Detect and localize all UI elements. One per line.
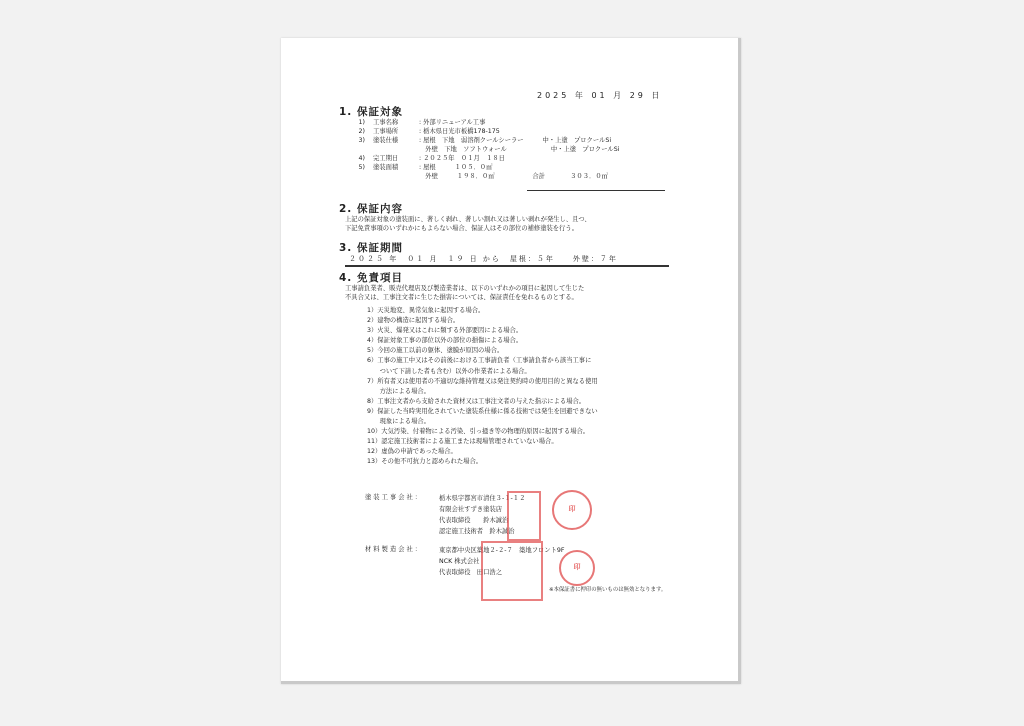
round-seal: 印 <box>559 550 595 586</box>
target-row: 外壁 １９８．０㎡ 合計 ３０３．０㎡ <box>419 173 608 180</box>
list-item: 9）保証した当時実用化されていた塗装系仕様に係る技術では発生を回避できない <box>367 407 598 415</box>
section-4-title: 4. 免責項目 <box>339 272 403 284</box>
target-row: 1) 工事名称 : 外部リニューアル工事 <box>358 119 486 126</box>
list-item: 3）火災、爆発又はこれに類する外部要因による場合。 <box>367 327 523 335</box>
list-item: 現象による場合。 <box>367 418 430 426</box>
round-seal: 印 <box>552 490 592 530</box>
target-table <box>351 118 619 181</box>
contractor-rep: 代表取締役 鈴木誠治 <box>439 517 509 524</box>
list-item: 12）虚偽の申請であった場合。 <box>367 448 457 456</box>
target-row: 3) 塗装仕様 : 屋根 下地 弱溶剤クールシーラー 中・上塗 プロクールSi <box>358 137 612 144</box>
warranty-document <box>281 38 741 684</box>
list-item: 13）その他不可抗力と認められた場合。 <box>367 458 483 466</box>
section-3-title: 3. 保証期間 <box>339 242 403 254</box>
manufacturer-address: 東京都中央区築地２-２-７ 築地フロント9F <box>439 547 565 554</box>
section-2-title: 2. 保証内容 <box>339 203 403 215</box>
manufacturer-rep: 代表取締役 田口浩之 <box>439 569 502 576</box>
target-row: 5) 塗装面積 : 屋根 １０５．０㎡ <box>358 164 493 171</box>
exemption-list <box>367 306 598 468</box>
contractor-company: 有限会社すずき塗装店 <box>439 506 503 513</box>
target-row: 2) 工事場所 : 栃木県日光市板橋178-175 <box>358 128 500 135</box>
section-1-title: 1. 保証対象 <box>339 106 403 118</box>
contractor-address: 栃木県宇都宮市清住３-１-１２ <box>439 495 526 502</box>
list-item: 2）建物の構造に起因する場合。 <box>367 317 460 325</box>
content-text: 上記の保証対象の塗装面に、著しく剥れ、著しい割れ又は著しい剥れが発生し、且つ、 下記免責事項のいずれかにもよらない場合、保証人はその部位の補修塗装を行う。 <box>345 216 591 232</box>
issue-date: 2025 年 01 月 29 日 <box>537 91 663 100</box>
contractor-tech: 認定施工技術者 鈴木誠治 <box>439 528 515 535</box>
list-item: 11）認定施工技術者による施工または現場管理されていない場合。 <box>367 438 558 446</box>
company-square-seal <box>507 491 541 541</box>
warranty-period: ２０２５ 年 ０１ 月 １９ 日 から 屋根：５年 外壁：７年 <box>349 255 618 263</box>
contractor-label: 塗 装 工 事 会 社 ： <box>365 494 422 501</box>
target-row: 4) 完工期日 : ２０２５年 ０１月 １８日 <box>358 155 505 162</box>
list-item: 6）工事の施工中又はその前後における工事請負者（工事請負者から該当工事に <box>367 357 592 365</box>
seal-note: ※本保証書に押印の無いものは無効となります。 <box>549 587 667 593</box>
exemption-intro: 工事請負業者、販売代理店及び製造業者は、以下のいずれかの項目に起因して生じた 不具合又は、工事注文者に生じた損害については、保証責任を免れるものとする。 <box>345 285 585 301</box>
list-item: 1）天災地変、異常気象に起因する場合。 <box>367 307 485 314</box>
total-underline <box>527 190 665 191</box>
list-item: ついて下請した者も含む）以外の作業者による場合。 <box>367 367 531 375</box>
list-item: 5）今回の施工以前の躯体、塗膜が原因の場合。 <box>367 347 504 355</box>
manufacturer-label: 材 料 製 造 会 社 ： <box>365 546 422 553</box>
company-square-seal <box>481 541 543 601</box>
list-item: 4）保証対象工事の部位以外の部位の損傷による場合。 <box>367 337 523 345</box>
manufacturer-company: NCK 株式会社 <box>439 558 480 565</box>
target-row: 外壁 下地 ソフトウォール 中・上塗 プロクールSi <box>419 146 620 153</box>
list-item: 7）所有者又は使用者の不適切な維持管理又は発注契約時の使用目的と異なる使用 <box>367 377 598 385</box>
list-item: 10）大気汚染、付着物による汚染、引っ掻き等の物理的原因に起因する場合。 <box>367 428 590 436</box>
list-item: 方法による場合。 <box>367 387 430 395</box>
period-underline <box>345 265 669 267</box>
list-item: 8）工事注文者から支給された資材又は工事注文者の与えた指示による場合。 <box>367 397 586 405</box>
